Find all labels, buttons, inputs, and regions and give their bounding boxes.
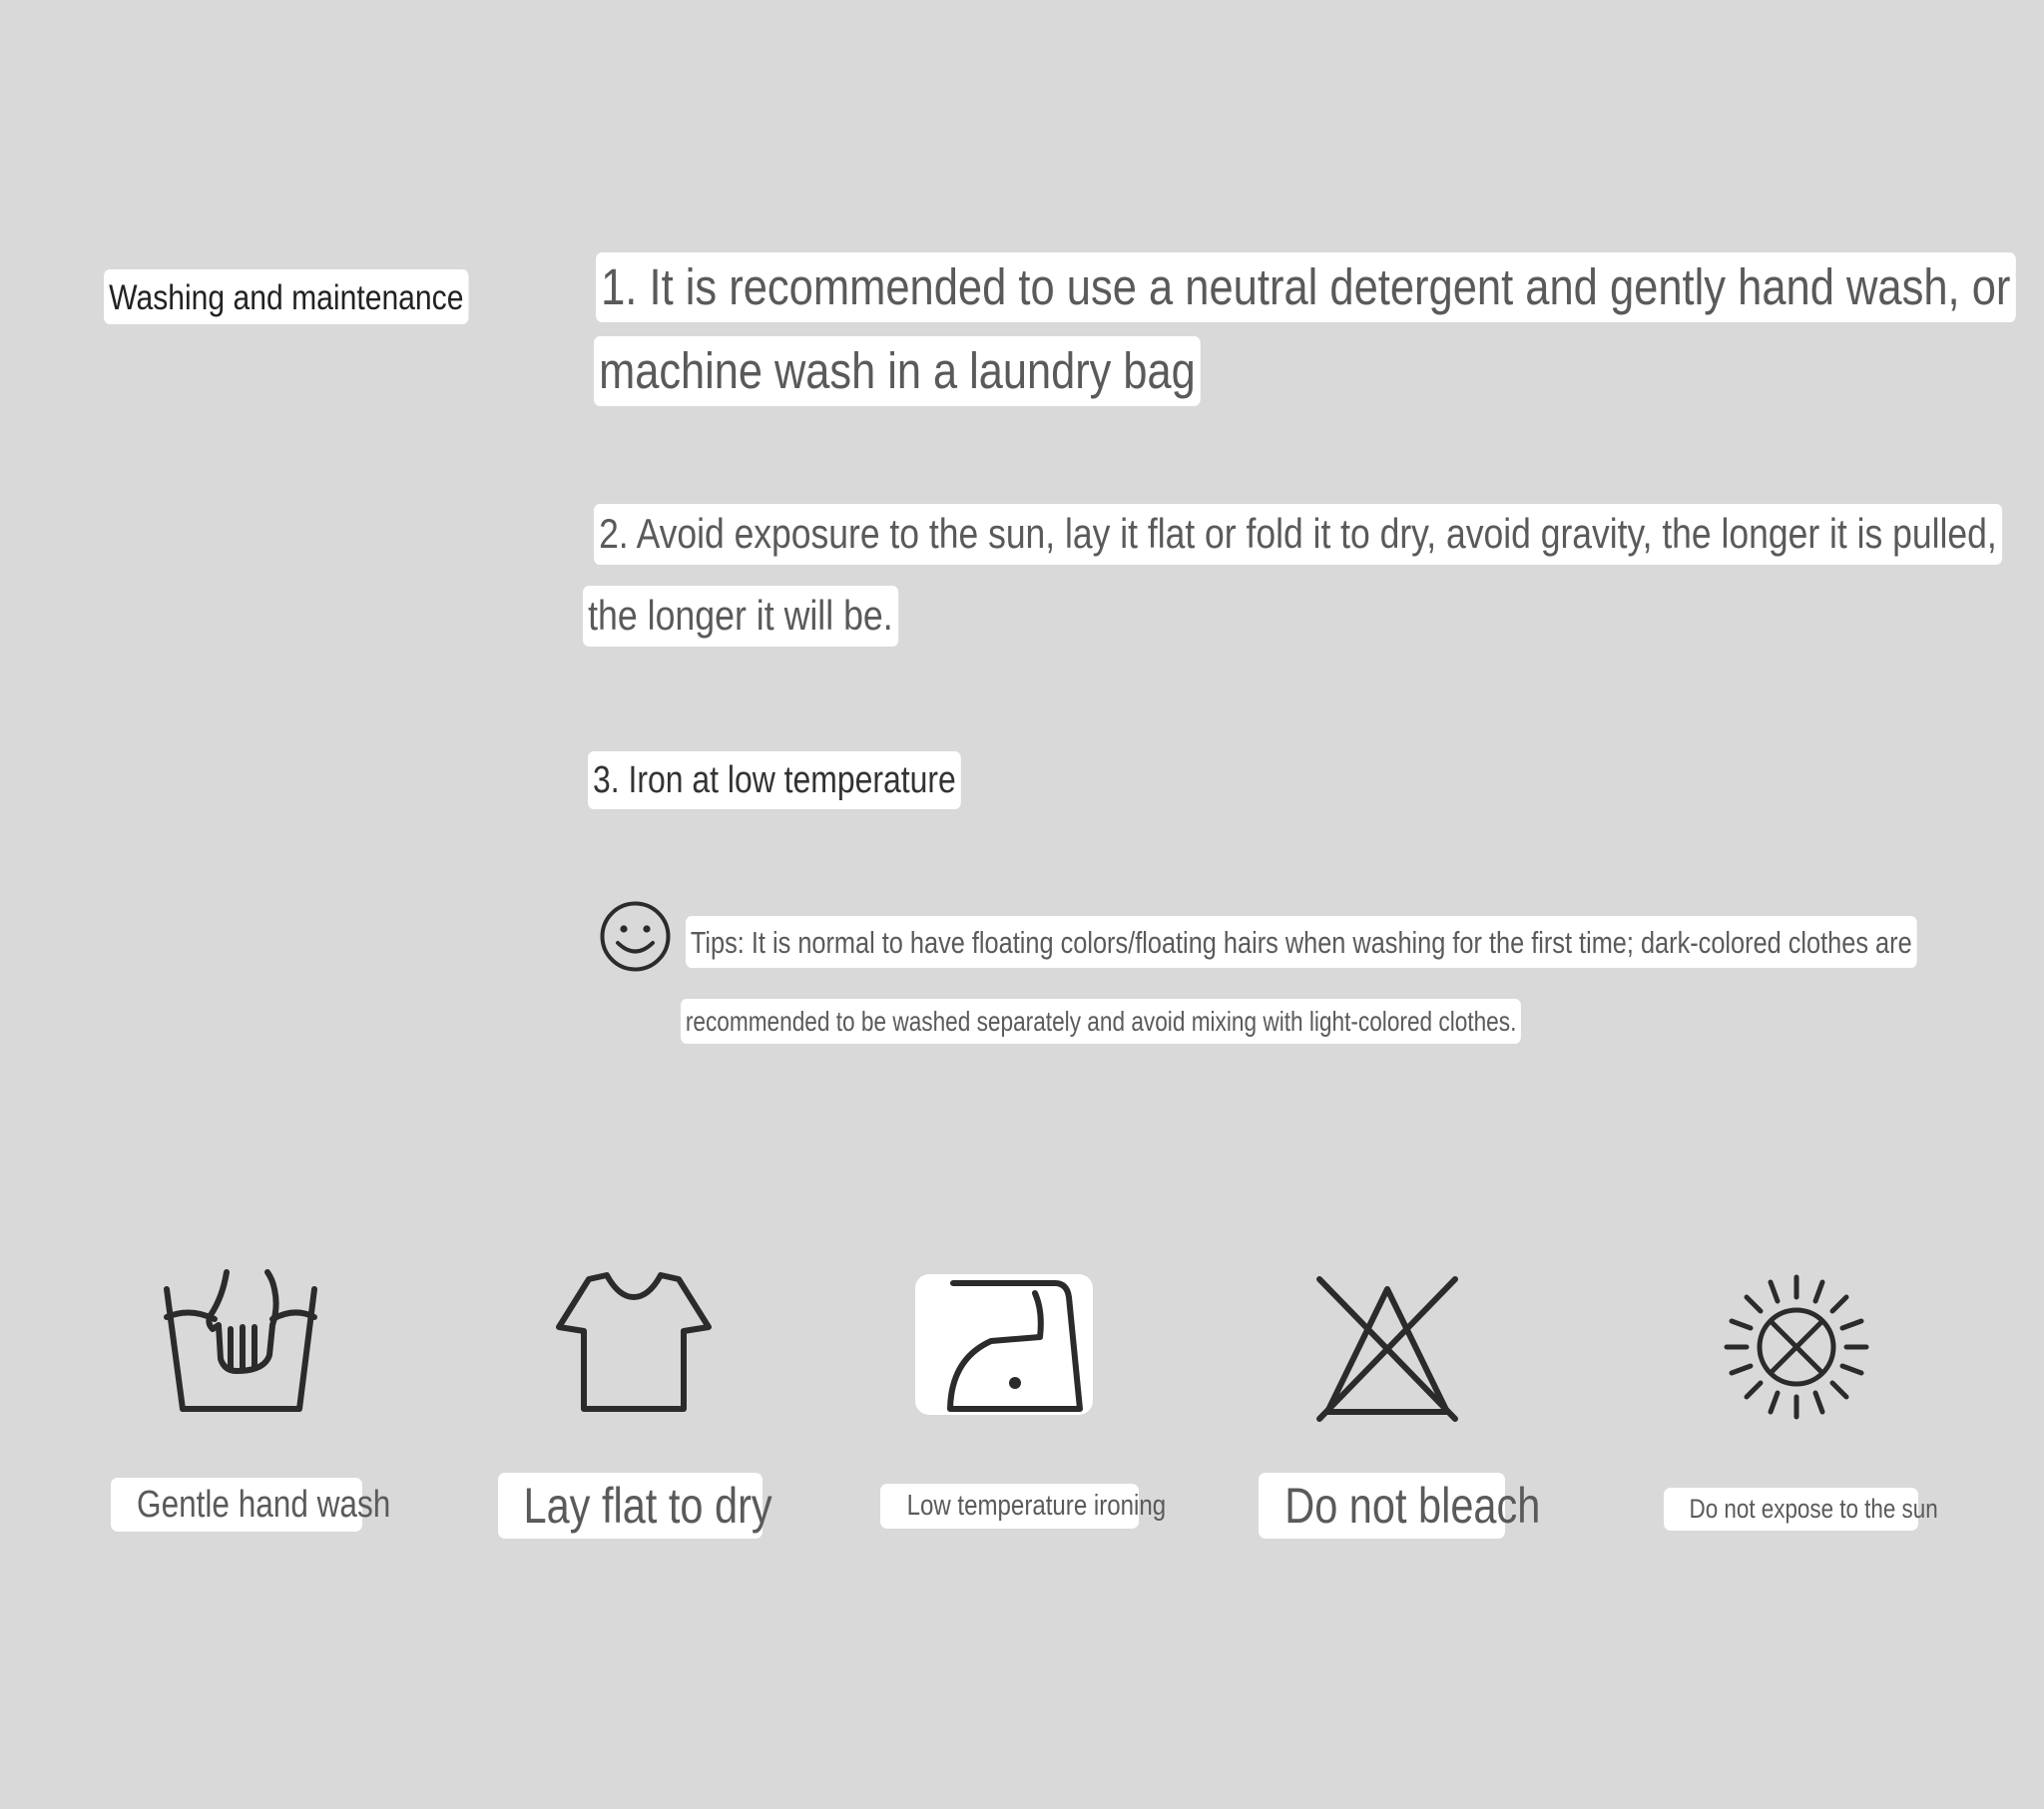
care-label-lay-flat <box>498 1473 772 1539</box>
care-label-hand-wash <box>111 1478 391 1532</box>
care-label-no-bleach <box>1259 1473 1541 1539</box>
instruction-2-line-1: 2. Avoid exposure to the sun, lay it flat or fold it to dry, avoid gravity, the longer it is pulled, <box>594 504 2002 565</box>
tips-line-1: Tips: It is normal to have floating colors/floating hairs when washing for the first time; dark-colored clothes are <box>686 916 1917 968</box>
care-label-text: Gentle hand wash <box>137 1484 391 1526</box>
care-label-text: Low temperature ironing <box>906 1490 1167 1522</box>
tips-line-2: recommended to be washed separately and avoid mixing with light-colored clothes. <box>681 999 1521 1044</box>
care-label-no-sun <box>1664 1488 1938 1531</box>
section-title: Washing and maintenance <box>104 269 469 324</box>
instruction-2-line-2: the longer it will be. <box>583 586 898 647</box>
care-label-low-temp-iron <box>880 1484 1167 1529</box>
smiley-icon <box>599 900 672 973</box>
care-label-text: Do not expose to the sun <box>1689 1494 1938 1524</box>
low-temp-iron-icon <box>915 1267 1093 1427</box>
instruction-1-line-1: 1. It is recommended to use a neutral detergent and gently hand wash, or <box>596 252 2016 322</box>
instruction-1-line-2: machine wash in a laundry bag <box>594 336 1201 406</box>
hand-wash-icon <box>155 1267 324 1427</box>
instruction-3: 3. Iron at low temperature <box>588 751 961 809</box>
lay-flat-dry-icon <box>549 1267 719 1427</box>
no-sun-icon <box>1722 1267 1871 1427</box>
care-label-text: Do not bleach <box>1284 1478 1541 1534</box>
care-label-text: Lay flat to dry <box>523 1478 772 1534</box>
no-bleach-icon <box>1307 1267 1467 1427</box>
